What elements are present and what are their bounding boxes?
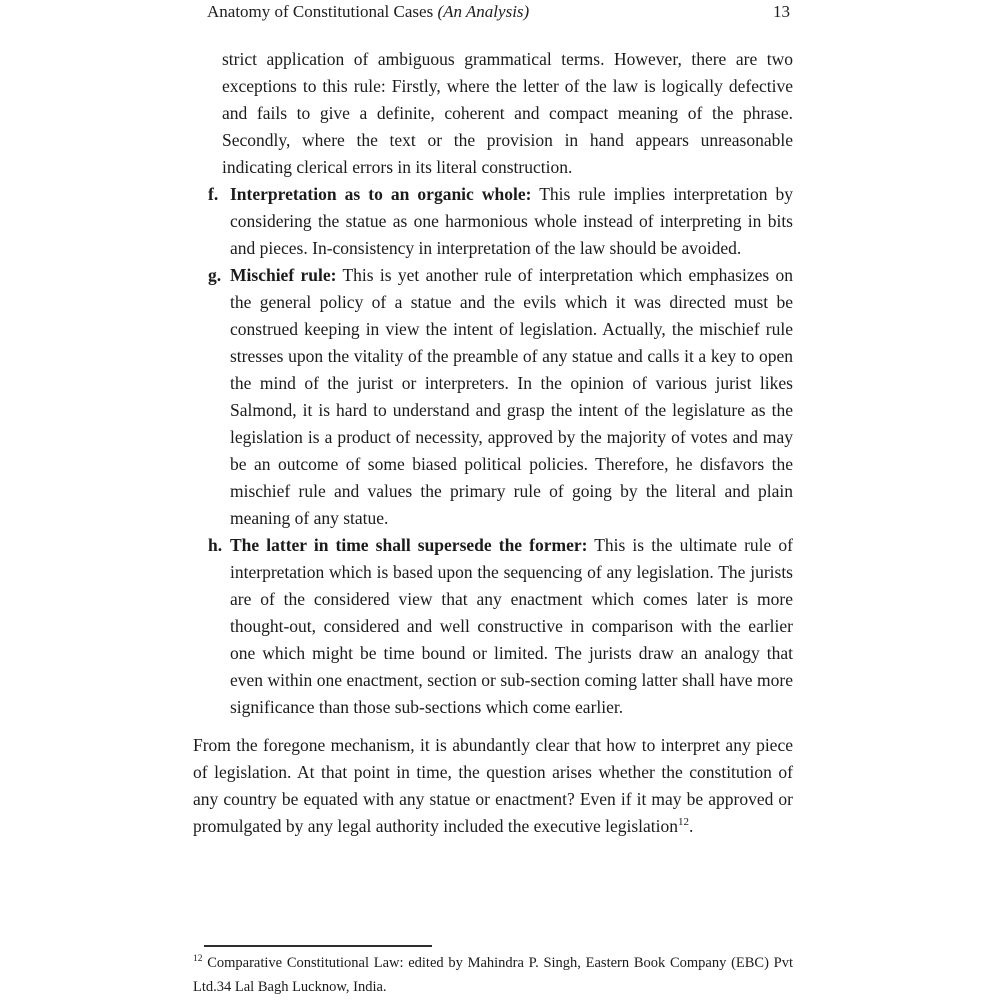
running-head-title-text: Anatomy of Constitutional Cases xyxy=(207,2,438,21)
footnote xyxy=(193,951,793,999)
footnote-marker: 12 xyxy=(193,954,203,965)
list-item-g xyxy=(193,262,793,532)
list-item-f xyxy=(193,181,793,262)
footnote-reference: 12 xyxy=(678,816,689,829)
list-item-f-lead: Interpretation as to an organic whole: xyxy=(230,184,532,204)
list-marker-g: g. xyxy=(208,265,222,285)
intro-paragraph: strict application of ambiguous grammatical terms. However, there are two exceptions to this rule: Firstly, where the letter of the law is logically defective and fails to give a definite, coherent and compact meaning of the phrase. Secondly, where the text or the provision in hand appears unreasonable indicating clerical errors in its literal construction. xyxy=(222,49,793,177)
page-number: 13 xyxy=(773,2,790,21)
running-head-title xyxy=(207,1,529,23)
list-marker-f: f. xyxy=(208,184,219,204)
footnote-text: Comparative Constitutional Law: edited by Mahindra P. Singh, Eastern Book Company (EBC) Pvt Ltd.34 Lal Bagh Lucknow, India. xyxy=(193,955,793,995)
list-marker-h: h. xyxy=(208,535,223,555)
list-item-h-lead: The latter in time shall supersede the former: xyxy=(230,535,588,555)
running-head-title-italic: (An Analysis) xyxy=(437,2,530,21)
running-head xyxy=(207,1,790,23)
closing-paragraph xyxy=(193,732,793,840)
closing-paragraph-period: . xyxy=(689,816,694,836)
list-item-g-lead: Mischief rule: xyxy=(230,265,337,285)
list-item-g-text: This is yet another rule of interpretation which emphasizes on the general policy of a statue and the evils which it was directed must be construed keeping in view the intent of legislation. Actually, the mischief rule stresses upon the vitality of the preamble of any statue and calls it a key to open the mind of the jurist or interpreters. In the opinion of various jurist likes Salmond, it is hard to understand and grasp the intent of the legislature as the legislation is a product of necessity, approved by the majority of votes and may be an outcome of some biased political policies. Therefore, he disfavors the mischief rule and values the primary rule of going by the literal and plain meaning of any statue. xyxy=(230,265,793,528)
footnote-separator-rule xyxy=(204,945,432,947)
list-item-f-text: This rule implies interpretation by considering the statue as one harmonious whole instead of interpreting in bits and pieces. In-consistency in interpretation of the law should be avoided. xyxy=(230,184,794,258)
closing-paragraph-text: From the foregone mechanism, it is abundantly clear that how to interpret any piece of legislation. At that point in time, the question arises whether the constitution of any country be equated with any statue or enactment? Even if it may be approved or promulgated by any legal authority included the executive legislation xyxy=(193,735,793,836)
page-body xyxy=(193,46,793,840)
list-item-h-text: This is the ultimate rule of interpretation which is based upon the sequencing of any legislation. The jurists are of the considered view that any enactment which comes later is more thought-out, considered and well constructive in comparison with the earlier one which might be time bound or limited. The jurists draw an analogy that even within one enactment, section or sub-section coming latter shall have more significance than those sub-sections which come earlier. xyxy=(230,535,793,717)
list-item-h xyxy=(193,532,793,721)
